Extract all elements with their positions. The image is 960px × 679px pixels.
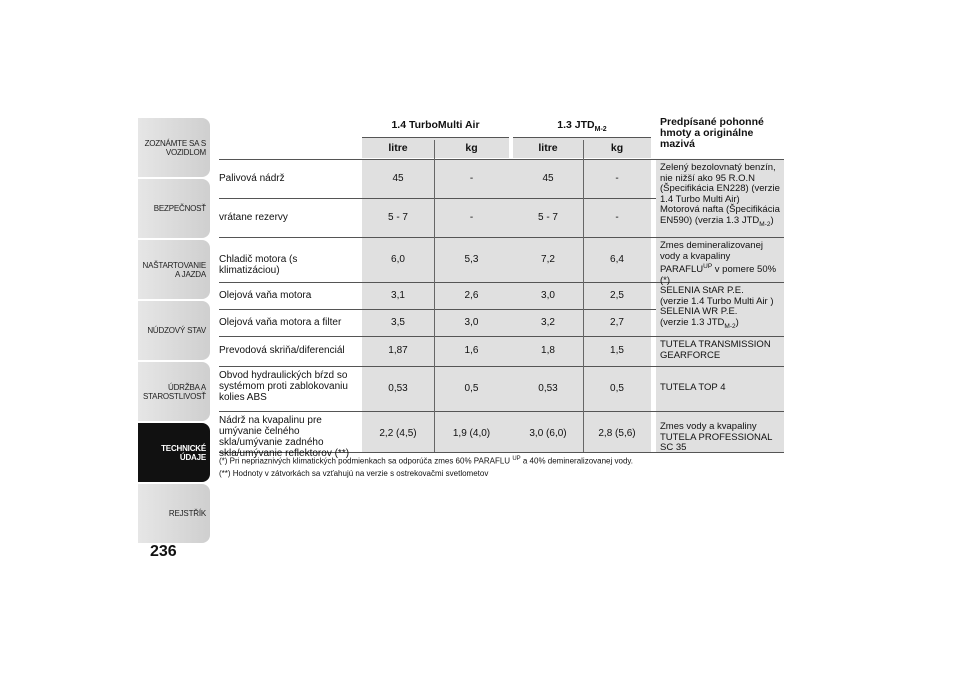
unit-litre-1: litre xyxy=(388,142,408,154)
unit-kg-2: kg xyxy=(610,142,624,154)
header-engine1: 1.4 TurboMulti Air xyxy=(391,119,480,131)
row-label-gearbox: Prevodová skriňa/diferenciál xyxy=(219,345,345,356)
rule xyxy=(219,366,784,367)
cell-value: 1,6 xyxy=(464,345,479,356)
cell-value: 3,0 (6,0) xyxy=(529,428,567,439)
rule xyxy=(362,137,509,138)
spec-engine-oil: SELENIA StAR P.E. (verzie 1.4 Turbo Multi Air ) SELENIA WR P.E. (verzie 1.3 $JTD_{M-2}$) xyxy=(660,285,774,330)
cell-value: 1,5 xyxy=(610,345,624,356)
rule xyxy=(219,237,784,238)
cell-value: 5 - 7 xyxy=(537,212,558,223)
tab-nudzovy-stav[interactable]: NÚDZOVÝ STAV xyxy=(138,301,210,360)
cell-value: 6,4 xyxy=(610,254,624,265)
tab-udrzba[interactable]: ÚDRŽBA A STAROSTLIVOSŤ xyxy=(138,362,210,421)
cell-value: 5 - 7 xyxy=(387,212,408,223)
header-specs: Predpísané pohonné hmoty a originálne mazivá xyxy=(660,116,764,150)
cell-value: 2,5 xyxy=(610,290,624,301)
cell-value: 3,0 xyxy=(541,290,555,301)
unit-kg-1: kg xyxy=(465,142,478,154)
cell-value: 1,9 (4,0) xyxy=(452,428,491,439)
cell-value: 2,2 (4,5) xyxy=(379,428,417,439)
rule xyxy=(219,336,784,337)
row-label-brakes: Obvod hydraulických bŕzd so systémom proti zablokovaniu kolies ABS xyxy=(219,370,348,403)
cell-value: 2,8 (5,6) xyxy=(598,428,636,439)
spec-brake-fluid: TUTELA TOP 4 xyxy=(660,382,726,393)
cell-value: - xyxy=(615,212,619,223)
cell-value: 0,5 xyxy=(464,383,479,394)
tab-bezpecnost[interactable]: BEZPEČNOSŤ xyxy=(138,179,210,238)
spec-coolant: Zmes demineralizovanej vody a kvapaliny $PARAFLU^{UP}$ v pomere 50% (*) xyxy=(660,240,777,286)
values-bg xyxy=(362,160,651,452)
tab-technicke-udaje[interactable]: TECHNICKÉ ÚDAJE xyxy=(138,423,210,482)
cell-value: - xyxy=(469,173,474,184)
cell-value: 0,53 xyxy=(538,383,558,394)
row-label-oil-pan: Olejová vaňa motora xyxy=(219,290,312,301)
cell-value: 7,2 xyxy=(541,254,555,265)
tab-rejstrik[interactable]: REJSTŘÍK xyxy=(138,484,210,543)
cell-value: 2,6 xyxy=(464,290,479,301)
cell-value: 1,8 xyxy=(541,345,555,356)
footnote-washer: (**) Hodnoty v zátvorkách sa vzťahujú na verzie s ostrekovačmi svetlometov xyxy=(219,469,489,478)
row-label-fuel-tank: Palivová nádrž xyxy=(219,173,285,184)
row-label-oil-pan-filter: Olejová vaňa motora a filter xyxy=(219,317,342,328)
cell-value: 45 xyxy=(542,173,554,184)
cell-value: - xyxy=(615,173,619,184)
rule xyxy=(219,309,656,310)
unit-litre-2: litre xyxy=(538,142,558,154)
cell-value: 45 xyxy=(392,173,404,184)
cell-value: 0,5 xyxy=(610,383,624,394)
cell-value: 2,7 xyxy=(610,317,624,328)
tab-nastartovanie[interactable]: NAŠTARTOVANIE A JAZDA xyxy=(138,240,210,299)
rule xyxy=(219,159,784,160)
cell-value: - xyxy=(469,212,474,223)
rule xyxy=(513,137,651,138)
header-engine2: 1.3 $JTD_{M-2}$ xyxy=(557,119,607,134)
cell-value: 0,53 xyxy=(388,383,408,394)
tab-zoznamte-sa[interactable]: ZOZNÁMTE SA S VOZIDLOM xyxy=(138,118,210,177)
row-label-reserve: vrátane rezervy xyxy=(219,212,288,223)
cell-value: 5,3 xyxy=(464,254,479,265)
page-number: 236 xyxy=(150,543,177,560)
spec-fuel: Zelený bezolovnatý benzín, nie nižší ako 95 R.O.N (Špecifikácia EN228) (verzie 1.4 Turbo Multi Air) Motorová nafta (Špecifikácia EN590) (verzia 1.3 $JTD_{M-2}$) xyxy=(660,162,780,228)
cell-value: 3,1 xyxy=(391,290,405,301)
cell-value: 3,5 xyxy=(391,317,405,328)
cell-value: 3,2 xyxy=(541,317,555,328)
footnote-coolant: (*) Pri nepriaznivých klimatických podmienkach sa odporúča zmes 60% PARAFLU $^{UP}$ a 40% demineralizovanej vody. xyxy=(219,456,634,466)
cell-value: 3,0 xyxy=(464,317,479,328)
row-label-washer: Nádrž na kvapalinu pre umývanie čelného skla/umývanie zadného skla/umývanie reflektorov (**) xyxy=(219,415,350,459)
spec-washer-fluid: Zmes vody a kvapaliny TUTELA PROFESSIONAL SC 35 xyxy=(660,421,773,453)
cell-value: 6,0 xyxy=(391,254,405,265)
rule xyxy=(219,198,656,199)
row-label-radiator: Chladič motora (s klimatizáciou) xyxy=(219,254,298,276)
rule xyxy=(219,411,784,412)
spec-transmission: TUTELA TRANSMISSION GEARFORCE xyxy=(660,339,771,361)
cell-value: 1,87 xyxy=(388,345,408,356)
